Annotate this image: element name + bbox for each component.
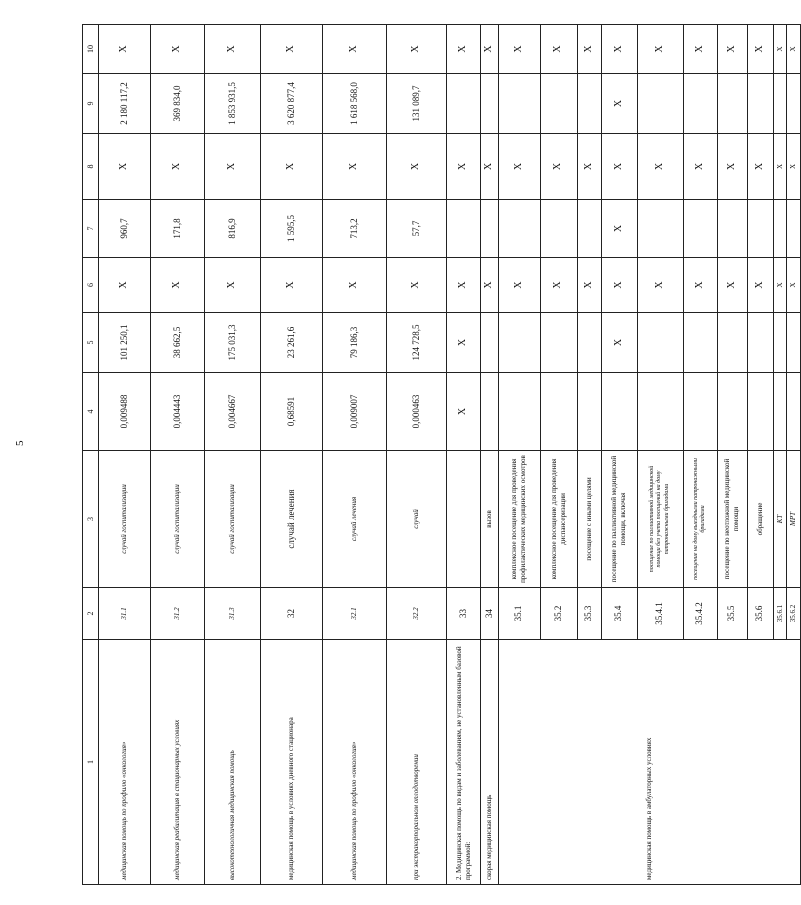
header-cell: 10 [83,25,99,74]
cell-value: 1 853 931,5 [205,74,261,134]
cell-value: 0,004667 [205,373,261,451]
header-cell: 2 [83,588,99,640]
cell-value: X [577,25,601,74]
cell-value [481,74,499,134]
cell-unit: комплексное посещение для проведения профилактических медицинских осмотров [498,451,540,588]
cell-name: медицинская помощь в амбулаторных условиях [498,640,801,885]
cell-value: 38 662,5 [151,313,205,373]
cell-value: 1 595,5 [261,200,323,258]
cell-code: 34 [481,588,499,640]
cell-value: X [447,313,481,373]
cell-value: X [323,134,387,200]
cell-value [637,373,683,451]
cell-value: 79 186,3 [323,313,387,373]
cell-value: X [99,25,151,74]
cell-value [773,373,787,451]
cell-value [637,200,683,258]
table-row [447,25,481,885]
cell-code: 31.2 [151,588,205,640]
header-cell: 7 [83,200,99,258]
cell-value: X [683,25,717,74]
cell-name: медицинская помощь по профилю «онкология» [323,640,387,885]
cell-value [447,200,481,258]
cell-value: X [540,25,577,74]
cell-value [577,200,601,258]
header-cell: 3 [83,451,99,588]
cell-value: 101 250,1 [99,313,151,373]
cell-value: X [481,134,499,200]
table-row [387,25,447,885]
cell-value [540,313,577,373]
cell-value [498,200,540,258]
cell-name: скорая медицинская помощь [481,640,499,885]
header-cell: 1 [83,640,99,885]
cell-code: 32 [261,588,323,640]
cell-value [683,200,717,258]
cell-name: при экстракорпоральном оплодотворении [387,640,447,885]
cell-value [773,313,787,373]
cell-value: 0,009488 [99,373,151,451]
cell-unit: МРТ [787,451,801,588]
table-row [99,25,151,885]
cell-value: X [601,134,637,200]
header-cell: 6 [83,258,99,313]
header-row [83,25,99,885]
cell-unit [447,451,481,588]
cell-value: X [151,25,205,74]
cell-name: 2. Медицинская помощь по видам и заболеваниям, не установленным базовой программой: [447,640,481,885]
table-row [261,25,323,885]
cell-value: X [683,134,717,200]
table-row [323,25,387,885]
page-number: 5 [14,440,26,446]
table-row [205,25,261,885]
cell-value: X [773,258,787,313]
cell-value: X [683,258,717,313]
table-row [481,25,499,885]
cell-unit: посещение по неотложной медицинской помощи [717,451,747,588]
cell-value [717,74,747,134]
cell-unit: случай [387,451,447,588]
cell-code: 31.1 [99,588,151,640]
cell-value [747,74,773,134]
cell-value [747,313,773,373]
cell-value: X [747,25,773,74]
cell-unit: посещение по паллиативной медицинской помощи, включая [601,451,637,588]
cell-value: 175 031,3 [205,313,261,373]
cell-value [447,74,481,134]
cell-value: 0,004443 [151,373,205,451]
cell-unit: случай лечения [261,451,323,588]
cell-value: X [601,258,637,313]
header-cell: 9 [83,74,99,134]
cell-name: высокотехнологичная медицинская помощь [205,640,261,885]
cell-value [540,74,577,134]
cell-value [498,373,540,451]
cell-value: X [787,25,801,74]
cell-value: X [601,74,637,134]
cell-value: X [601,313,637,373]
cell-value [787,313,801,373]
cell-unit: обращение [747,451,773,588]
cell-code: 35.4 [601,588,637,640]
cell-value: X [747,134,773,200]
header-cell: 8 [83,134,99,200]
cell-code: 35.5 [717,588,747,640]
cell-value: X [787,258,801,313]
cell-value: 1 618 568,0 [323,74,387,134]
cell-value [577,74,601,134]
cell-value [498,74,540,134]
cell-value: 960,7 [99,200,151,258]
table-row [498,25,540,885]
rotated-table-wrapper [82,25,798,885]
cell-value: X [498,25,540,74]
cell-value: X [99,134,151,200]
data-table [82,24,801,885]
cell-unit: случай госпитализации [205,451,261,588]
cell-value: X [601,200,637,258]
cell-value: X [637,134,683,200]
cell-value: 124 728,5 [387,313,447,373]
cell-value: X [323,25,387,74]
cell-value [481,313,499,373]
cell-code: 32.2 [387,588,447,640]
cell-code: 31.3 [205,588,261,640]
cell-value: 0,000463 [387,373,447,451]
cell-value: X [261,258,323,313]
cell-unit: посещение по паллиативной медицинской помощи без учета посещений на дому патронажными бригадами [637,451,683,588]
cell-unit: посещение на дому выездными патронажными бригадами [683,451,717,588]
cell-value: 0,009007 [323,373,387,451]
cell-value [773,74,787,134]
cell-code: 35.4.2 [683,588,717,640]
cell-value: 23 261,6 [261,313,323,373]
cell-value [540,373,577,451]
cell-value: X [323,258,387,313]
cell-value: 713,2 [323,200,387,258]
cell-value [747,373,773,451]
table-row [151,25,205,885]
cell-value: X [717,134,747,200]
cell-value: X [151,258,205,313]
cell-value [577,373,601,451]
cell-value: 0,68591 [261,373,323,451]
cell-value: X [577,258,601,313]
cell-name: медицинская помощь в условиях дневного стационара [261,640,323,885]
cell-value: 57,7 [387,200,447,258]
cell-value: X [773,25,787,74]
cell-value: X [787,134,801,200]
cell-value: X [205,258,261,313]
cell-value: X [498,134,540,200]
cell-value: X [447,25,481,74]
cell-unit: случай лечения [323,451,387,588]
cell-value: X [151,134,205,200]
cell-value [540,200,577,258]
header-cell: 4 [83,373,99,451]
cell-value: 131 089,7 [387,74,447,134]
cell-value [481,200,499,258]
cell-value [637,313,683,373]
cell-value: X [261,25,323,74]
cell-code: 32.1 [323,588,387,640]
cell-value: X [447,134,481,200]
cell-value: X [773,134,787,200]
cell-unit: случай госпитализации [151,451,205,588]
cell-value [498,313,540,373]
cell-code: 35.4.1 [637,588,683,640]
cell-code: 35.2 [540,588,577,640]
cell-value: X [540,258,577,313]
cell-code: 33 [447,588,481,640]
cell-value: X [205,134,261,200]
cell-value: X [717,258,747,313]
cell-unit: посещение с иными целями [577,451,601,588]
cell-value: X [387,258,447,313]
cell-value [577,313,601,373]
cell-code: 35.6.1 [773,588,787,640]
header-cell: 5 [83,313,99,373]
cell-value [717,313,747,373]
cell-value: X [447,373,481,451]
cell-value [717,373,747,451]
cell-value: X [261,134,323,200]
cell-value: X [540,134,577,200]
cell-name: медицинская помощь по профилю «онкология» [99,640,151,885]
cell-unit: вызов [481,451,499,588]
cell-value: X [577,134,601,200]
cell-value: X [717,25,747,74]
cell-value: X [387,134,447,200]
cell-value [637,74,683,134]
cell-value [481,373,499,451]
cell-value: 3 620 877,4 [261,74,323,134]
cell-name: медицинская реабилитация в стационарных условиях [151,640,205,885]
cell-value: X [387,25,447,74]
cell-value [787,200,801,258]
cell-value: X [481,258,499,313]
cell-value [747,200,773,258]
cell-value [787,74,801,134]
cell-value [683,313,717,373]
cell-value [717,200,747,258]
cell-value: 2 180 117,2 [99,74,151,134]
cell-value [683,373,717,451]
cell-value: X [99,258,151,313]
cell-value [787,373,801,451]
cell-value: X [498,258,540,313]
cell-value: X [637,258,683,313]
cell-value: 171,8 [151,200,205,258]
cell-value: X [481,25,499,74]
cell-code: 35.1 [498,588,540,640]
cell-value [773,200,787,258]
cell-value: X [205,25,261,74]
cell-value [683,74,717,134]
cell-unit: КТ [773,451,787,588]
cell-value: X [747,258,773,313]
cell-value: X [447,258,481,313]
cell-value [601,373,637,451]
cell-code: 35.6.2 [787,588,801,640]
cell-value: X [637,25,683,74]
cell-value: X [601,25,637,74]
cell-code: 35.6 [747,588,773,640]
cell-unit: комплексное посещение для проведения диспансеризации [540,451,577,588]
cell-code: 35.3 [577,588,601,640]
cell-value: 369 834,0 [151,74,205,134]
cell-unit: случай госпитализации [99,451,151,588]
cell-value: 816,9 [205,200,261,258]
